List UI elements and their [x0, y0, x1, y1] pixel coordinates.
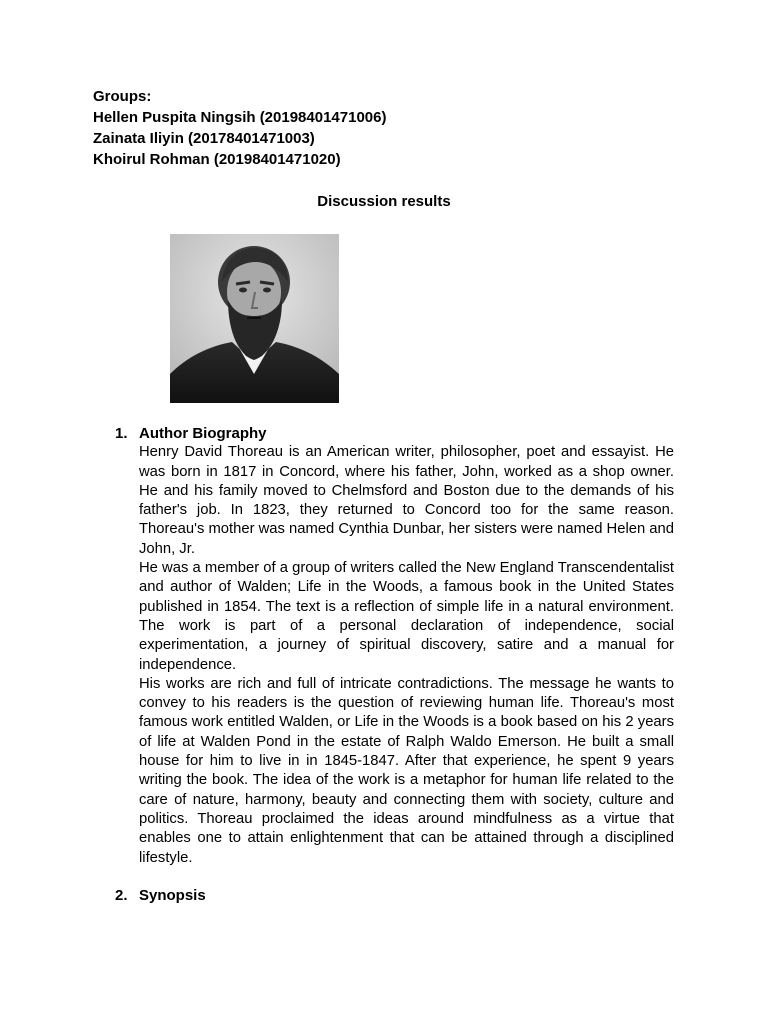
section-number: 1.: [115, 425, 128, 442]
section-heading-text: Synopsis: [139, 887, 206, 904]
group-header: [93, 86, 386, 170]
section-synopsis: [115, 886, 674, 905]
section-body: [115, 443, 674, 868]
document-title: Discussion results: [317, 193, 451, 210]
section-heading-text: Author Biography: [139, 425, 267, 442]
section-heading: [115, 424, 674, 443]
section-heading: [115, 886, 674, 905]
group-member: Hellen Puspita Ningsih (20198401471006): [93, 109, 387, 126]
paragraph: He was a member of a group of writers called the New England Transcendentalist and author of Walden; Life in the Woods, a famous book in the United States published in 1854. The text is a reflection of simple life in a natural environment. The work is part of a personal declaration of independence, social experimentation, a journey of spiritual discovery, satire and a manual for independence.: [139, 560, 674, 673]
section-author-biography: [115, 424, 674, 868]
groups-label: Groups:: [93, 88, 152, 105]
group-member: Zainata Iliyin (20178401471003): [93, 130, 315, 147]
section-number: 2.: [115, 887, 128, 904]
group-member: Khoirul Rohman (20198401471020): [93, 151, 341, 168]
paragraph: His works are rich and full of intricate contradictions. The message he wants to convey to his readers is the question of reviewing human life. Thoreau's most famous work entitled Walden, or Life in the Woods is a book based on his 2 years of life at Walden Pond in the estate of Ralph Waldo Emerson. He built a small house for him to live in in 1845-1847. After that experience, he spent 9 years writing the book. The idea of the work is a metaphor for human life related to the care of nature, harmony, beauty and connecting them with society, culture and politics. Thoreau proclaimed the ideas around mindfulness as a virtue that enables one to attain enlightenment that can be attained through a disciplined lifestyle.: [139, 675, 674, 866]
paragraph: Henry David Thoreau is an American writer, philosopher, poet and essayist. He was born in 1817 in Concord, where his father, John, worked as a shop owner. He and his family moved to Chelmsford and Boston due to the demands of his father's job. In 1823, they returned to Concord too for the same reason. Thoreau's mother was named Cynthia Dunbar, her sisters were named Helen and John, Jr.: [139, 444, 674, 557]
author-portrait-image: [170, 234, 339, 403]
